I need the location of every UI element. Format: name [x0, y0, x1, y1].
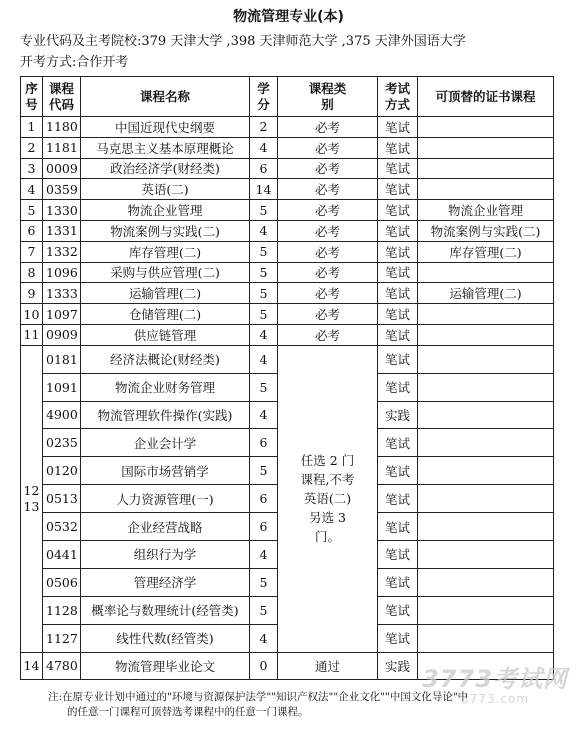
cell-code: 1330: [43, 200, 81, 221]
table-row: [21, 117, 554, 138]
cell-credit: 4: [250, 137, 278, 158]
cell-exam: 笔试: [378, 241, 418, 262]
cell-cert: [418, 568, 554, 596]
cell-name: 供应链管理: [81, 324, 250, 345]
cell-name: 中国近现代史纲要: [81, 117, 250, 138]
cell-credit: 4: [250, 220, 278, 241]
cell-code: 1091: [43, 373, 81, 401]
cell-cert: [418, 457, 554, 485]
cell-type: 必考: [278, 200, 378, 221]
cell-type: 必考: [278, 117, 378, 138]
cell-cert: [418, 373, 554, 401]
cell-type: 必考: [278, 241, 378, 262]
header-cert: 可顶替的证书课程: [418, 77, 554, 117]
cell-seq: 10: [21, 304, 43, 325]
cell-cert: 库存管理(二): [418, 241, 554, 262]
cell-code: 1331: [43, 220, 81, 241]
cell-credit: 6: [250, 513, 278, 541]
institution-info: 专业代码及主考院校:379 天津大学 ,398 天津师范大学 ,375 天津外国语大学: [20, 34, 466, 49]
cell-credit: 0: [250, 652, 278, 679]
cell-code: 0909: [43, 324, 81, 345]
cell-code: 4900: [43, 401, 81, 429]
cell-seq: 14: [21, 652, 43, 679]
cell-seq: 9: [21, 283, 43, 304]
cell-code: 0235: [43, 429, 81, 457]
cell-cert: [418, 158, 554, 179]
table-row: [21, 179, 554, 200]
cell-cert: [418, 117, 554, 138]
cell-seq: 3: [21, 158, 43, 179]
cell-code: 0359: [43, 179, 81, 200]
cell-name: 物流案例与实践(二): [81, 220, 250, 241]
table-row: [21, 324, 554, 345]
cell-exam: 笔试: [378, 373, 418, 401]
exam-mode-info: 开考方式:合作开考: [20, 55, 129, 70]
header-type: 课程类别: [278, 77, 378, 117]
cell-name: 人力资源管理(一): [81, 485, 250, 513]
cell-code: 0009: [43, 158, 81, 179]
page-title: 物流管理专业(本): [233, 9, 344, 25]
table-row: [21, 158, 554, 179]
cell-name: 采购与供应管理(二): [81, 262, 250, 283]
cell-type: 必考: [278, 324, 378, 345]
cell-code: 0441: [43, 541, 81, 569]
cell-cert: [418, 345, 554, 373]
cell-exam: 实践: [378, 401, 418, 429]
watermark-site-text: 3773.com: [461, 692, 529, 706]
cell-seq: 6: [21, 220, 43, 241]
cell-name: 马克思主义基本原理概论: [81, 137, 250, 158]
course-table: [20, 76, 554, 680]
cell-cert: [418, 541, 554, 569]
cell-code: 1333: [43, 283, 81, 304]
cell-credit: 5: [250, 241, 278, 262]
cell-credit: 2: [250, 117, 278, 138]
cell-cert: [418, 401, 554, 429]
cell-exam: 笔试: [378, 596, 418, 624]
cell-name: 企业经营战略: [81, 513, 250, 541]
cell-exam: 笔试: [378, 137, 418, 158]
cell-cert: 运输管理(二): [418, 283, 554, 304]
cell-credit: 4: [250, 401, 278, 429]
cell-credit: 4: [250, 324, 278, 345]
cell-credit: 5: [250, 200, 278, 221]
cell-type: 必考: [278, 283, 378, 304]
header-exam: 考试方式: [378, 77, 418, 117]
cell-credit: 5: [250, 373, 278, 401]
cell-cert: [418, 324, 554, 345]
elective-type: 任选 2 门课程,不考英语(二)另选 3 门。: [278, 345, 378, 652]
thesis-row: [21, 652, 554, 679]
table-row: [21, 304, 554, 325]
cell-credit: 5: [250, 457, 278, 485]
cell-type: 必考: [278, 262, 378, 283]
cell-name: 线性代数(经管类): [81, 624, 250, 652]
cell-type: 必考: [278, 220, 378, 241]
cell-code: 0513: [43, 485, 81, 513]
cell-cert: [418, 652, 554, 679]
cell-name: 国际市场营销学: [81, 457, 250, 485]
cell-exam: 笔试: [378, 429, 418, 457]
cell-credit: 5: [250, 304, 278, 325]
cell-exam: 笔试: [378, 345, 418, 373]
cell-code: 1180: [43, 117, 81, 138]
footnote-line-2: 的任意一门课程可顶替选考课程中的任意一门课程。: [67, 706, 309, 718]
cell-exam: 笔试: [378, 624, 418, 652]
header-credit: 学分: [250, 77, 278, 117]
cell-cert: 物流企业管理: [418, 200, 554, 221]
watermark-logo-text: 3773考试网: [422, 665, 568, 693]
table-row: [21, 200, 554, 221]
cell-exam: 笔试: [378, 304, 418, 325]
cell-exam: 笔试: [378, 457, 418, 485]
cell-cert: [418, 179, 554, 200]
cell-type: 必考: [278, 158, 378, 179]
cell-name: 物流企业财务管理: [81, 373, 250, 401]
cell-name: 英语(二): [81, 179, 250, 200]
table-header-row: [21, 77, 554, 117]
header-name: 课程名称: [81, 77, 250, 117]
cell-code: 1097: [43, 304, 81, 325]
cell-seq: 2: [21, 137, 43, 158]
cell-seq: 8: [21, 262, 43, 283]
table-row: [21, 241, 554, 262]
cell-credit: 5: [250, 283, 278, 304]
cell-cert: [418, 304, 554, 325]
cell-name: 运输管理(二): [81, 283, 250, 304]
cell-exam: 笔试: [378, 158, 418, 179]
cell-code: 1332: [43, 241, 81, 262]
cell-name: 组织行为学: [81, 541, 250, 569]
cell-code: 0181: [43, 345, 81, 373]
cell-cert: [418, 137, 554, 158]
cell-cert: [418, 513, 554, 541]
cell-code: 0532: [43, 513, 81, 541]
cell-exam: 笔试: [378, 485, 418, 513]
cell-name: 物流管理软件操作(实践): [81, 401, 250, 429]
cell-credit: 6: [250, 429, 278, 457]
cell-credit: 5: [250, 568, 278, 596]
cell-type: 必考: [278, 137, 378, 158]
cell-code: 1096: [43, 262, 81, 283]
cell-code: 4780: [43, 652, 81, 679]
elective-row: [21, 345, 554, 373]
cell-seq: 7: [21, 241, 43, 262]
cell-exam: 笔试: [378, 541, 418, 569]
cell-name: 政治经济学(财经类): [81, 158, 250, 179]
cell-seq: 1: [21, 117, 43, 138]
cell-type: 必考: [278, 304, 378, 325]
footnote-line-1: 注:在原专业计划中通过的"环境与资源保护法学""知识产权法""企业文化""中国文化导论"中: [48, 691, 469, 703]
cell-exam: 笔试: [378, 283, 418, 304]
cell-name: 概率论与数理统计(经管类): [81, 596, 250, 624]
cell-exam: 笔试: [378, 179, 418, 200]
cell-exam: 笔试: [378, 200, 418, 221]
cell-exam: 笔试: [378, 117, 418, 138]
table-row: [21, 262, 554, 283]
cell-exam: 笔试: [378, 513, 418, 541]
cell-credit: 6: [250, 485, 278, 513]
cell-type: 必考: [278, 179, 378, 200]
table-row: [21, 283, 554, 304]
cell-credit: 4: [250, 541, 278, 569]
cell-exam: 笔试: [378, 220, 418, 241]
cell-seq: 11: [21, 324, 43, 345]
cell-seq: 5: [21, 200, 43, 221]
cell-name: 企业会计学: [81, 429, 250, 457]
cell-name: 物流管理毕业论文: [81, 652, 250, 679]
cell-cert: [418, 624, 554, 652]
cell-credit: 14: [250, 179, 278, 200]
cell-credit: 6: [250, 158, 278, 179]
cell-name: 库存管理(二): [81, 241, 250, 262]
cell-credit: 5: [250, 596, 278, 624]
cell-exam: 笔试: [378, 262, 418, 283]
cell-code: 1181: [43, 137, 81, 158]
cell-cert: [418, 485, 554, 513]
cell-exam: 笔试: [378, 568, 418, 596]
cell-code: 0506: [43, 568, 81, 596]
header-seq: 序号: [21, 77, 43, 117]
header-code: 课程代码: [43, 77, 81, 117]
cell-cert: [418, 596, 554, 624]
cell-name: 物流企业管理: [81, 200, 250, 221]
cell-code: 1127: [43, 624, 81, 652]
cell-cert: [418, 429, 554, 457]
cell-exam: 实践: [378, 652, 418, 679]
cell-code: 0120: [43, 457, 81, 485]
cell-name: 管理经济学: [81, 568, 250, 596]
footnote: [48, 690, 558, 720]
cell-exam: 笔试: [378, 324, 418, 345]
cell-credit: 4: [250, 624, 278, 652]
cell-type: 通过: [278, 652, 378, 679]
table-row: [21, 220, 554, 241]
table-row: [21, 137, 554, 158]
cell-seq: 4: [21, 179, 43, 200]
cell-credit: 4: [250, 345, 278, 373]
cell-code: 1128: [43, 596, 81, 624]
elective-seq: 12 13: [21, 345, 43, 652]
cell-name: 经济法概论(财经类): [81, 345, 250, 373]
cell-cert: [418, 262, 554, 283]
cell-name: 仓储管理(二): [81, 304, 250, 325]
cell-credit: 5: [250, 262, 278, 283]
cell-cert: 物流案例与实践(二): [418, 220, 554, 241]
